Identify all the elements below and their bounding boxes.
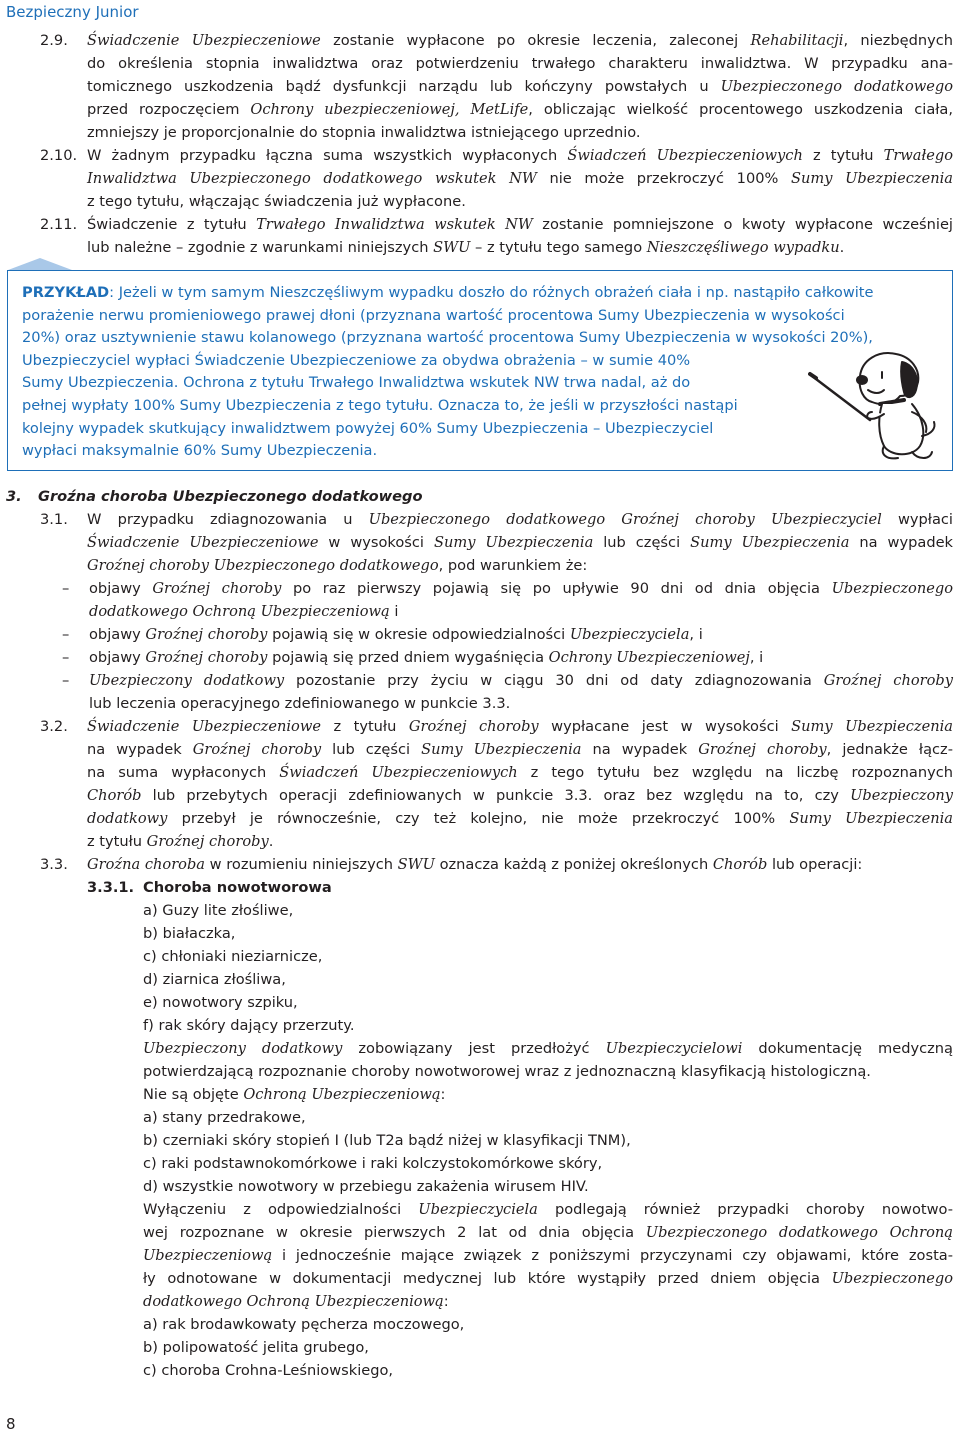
paragraph-2-10-line — [87, 168, 953, 191]
italic-term: Ochroną Ubezpieczeniową — [243, 1086, 441, 1103]
text-run: na suma wypłaconych — [87, 764, 280, 781]
italic-term: Ubezpieczycielowi — [605, 1040, 743, 1057]
text-run: , pod warunkiem że: — [438, 557, 588, 574]
text-run: pojawią się przed dniem wygaśnięcia — [267, 649, 549, 666]
exclusion-paragraph-line — [143, 1291, 449, 1314]
text-run: objawy — [89, 580, 153, 597]
bullet-line — [89, 670, 953, 693]
italic-term: Sumy Ubezpieczenia — [791, 718, 953, 735]
italic-term: Groźnej choroby — [146, 833, 269, 850]
italic-term: Ubezpieczony dodatkowy — [89, 672, 285, 689]
text-run: Świadczenie z tytułu — [87, 216, 257, 233]
italic-term: Ubezpieczonego dodatkowego Groźnej choroby Ubezpieczyciel — [368, 511, 882, 528]
text-run: z tego tytułu, włączając świadczenia już wypłacone. — [87, 193, 466, 210]
text-run: pojawią się w okresie odpowiedzialności — [267, 626, 570, 643]
italic-term: Groźnej choroby — [145, 626, 268, 643]
text-run: do określenia stopnia inwalidztwa oraz potwierdzeniu trwałego charakteru inwalidztwa. W przypadku ana- — [87, 55, 953, 72]
italic-term: dodatkowego Ochroną Ubezpieczeniową — [89, 603, 390, 620]
italic-term: Ochrony ubezpieczeniowej, MetLife — [250, 101, 529, 118]
paragraph-2-10-line — [87, 145, 953, 168]
paragraph-3-1-line — [87, 509, 953, 532]
text-run: , i — [749, 649, 764, 666]
paragraph-3-2-line — [87, 785, 953, 808]
italic-term: Groźnej choroby Ubezpieczonego dodatkowego — [87, 557, 439, 574]
snoopy-illustration — [808, 342, 944, 466]
italic-term: Świadczenie Ubezpieczeniowe — [87, 534, 319, 551]
text-run: lub leczenia operacyjnego zdefiniowanego w punkcie 3.3. — [89, 695, 511, 712]
bullet-line — [89, 693, 510, 716]
cancer-documentation-line — [143, 1061, 871, 1084]
text-run: pozostanie przy życiu w ciągu 30 dni od daty zdiagnozowania — [284, 672, 824, 689]
list-item: d) ziarnica złośliwa, — [143, 971, 286, 988]
text-run: zostanie wypłacone po okresie leczenia, zaleconej — [320, 32, 751, 49]
text-run: i jednocześnie mające związek z poniższymi przyczynami czy objawami, które zosta- — [272, 1247, 953, 1264]
italic-term: Sumy Ubezpieczenia — [690, 534, 850, 551]
italic-term: Sumy Ubezpieczenia — [421, 741, 582, 758]
text-run: przed rozpoczęciem — [87, 101, 251, 118]
italic-term: Ubezpieczeniową — [143, 1247, 273, 1264]
paragraph-2-9-line — [87, 53, 953, 76]
page-number: 8 — [6, 1415, 16, 1433]
italic-term: Groźnej choroby — [823, 672, 953, 689]
list-item: c) chłoniaki nieziarnicze, — [143, 948, 323, 965]
text-run: z tego tytułu bez względu na liczbę rozpoznanych — [517, 764, 953, 781]
document-header-brand: Bezpieczny Junior — [6, 3, 139, 21]
bullet-dash: – — [62, 672, 70, 689]
italic-term: Ubezpieczonego dodatkowego — [720, 78, 953, 95]
example-line: porażenie nerwu promieniowego prawej dłoni (przyznana wartość procentowa Sumy Ubezpieczenia w wysokości — [22, 306, 845, 324]
bullet-line — [89, 624, 703, 647]
italic-term: Świadczeń Ubezpieczeniowych — [279, 764, 518, 781]
example-box-tab — [8, 258, 72, 270]
list-item: a) Guzy lite złośliwe, — [143, 902, 294, 919]
italic-term: Ubezpieczonego — [831, 580, 953, 597]
paragraph-2-9-line — [87, 99, 953, 122]
text-run: w wysokości — [318, 534, 434, 551]
text-run: dokumentację medyczną — [742, 1040, 954, 1057]
text-run: lub przebytych operacji zdefiniowanych w punkcie 3.3. oraz bez względu na to, czy — [141, 787, 851, 804]
exclusion-item: b) czerniaki skóry stopień I (lub T2a bądź niżej w klasyfikacji TNM), — [143, 1132, 631, 1149]
exclusion-paragraph-line — [143, 1199, 953, 1222]
text-run: Nie są objęte — [143, 1086, 244, 1103]
italic-term: Ubezpieczony — [850, 787, 953, 804]
exclusion-item: d) wszystkie nowotwory w przebiegu zakażenia wirusem HIV. — [143, 1178, 589, 1195]
italic-term: SWU — [433, 239, 471, 256]
text-run: zobowiązany jest przedłożyć — [342, 1040, 606, 1057]
example-line: Ubezpieczyciel wypłaci Świadczenie Ubezpieczeniowe za obydwa obrażenia – w sumie 40% — [22, 351, 691, 369]
text-run: ły odnotowane w dokumentacji medycznej lub które wystąpiły przed dniem objęcia — [143, 1270, 832, 1287]
paragraph-3-2-line — [87, 808, 953, 831]
bullet-dash: – — [62, 626, 70, 643]
exclusion-item: a) rak brodawkowaty pęcherza moczowego, — [143, 1316, 465, 1333]
text-run: . — [839, 239, 845, 256]
text-run: , i — [689, 626, 703, 643]
text-run: potwierdzającą rozpoznanie choroby nowotworowej wraz z jednoznaczną klasyfikacją histologiczną. — [143, 1063, 871, 1080]
text-run: przebył je równocześnie, czy też kolejno, nie może przekroczyć 100% — [167, 810, 790, 827]
text-run: wypłaci — [881, 511, 953, 528]
text-run: podlegają również przypadki choroby nowotwo- — [537, 1201, 953, 1218]
text-run: lub należne – zgodnie z warunkami niniejszych — [87, 239, 434, 256]
cancer-documentation-line — [143, 1038, 953, 1061]
text-run: wej rozpoznane w okresie pierwszych 2 lat od dnia objęcia — [143, 1224, 646, 1241]
example-line: 20%) oraz usztywnienie stawu kolanowego (przyznana wartość procentowa Sumy Ubezpieczenia w wysokości 20%), — [22, 329, 873, 347]
italic-term: Groźna choroba — [87, 856, 206, 873]
italic-term: Nieszczęśliwego wypadku — [646, 239, 840, 256]
italic-term: Ubezpieczonego dodatkowego Ochroną — [645, 1224, 953, 1241]
italic-term: Świadczenie Ubezpieczeniowe — [87, 718, 321, 735]
text-run: tomicznego uszkodzenia bądź dysfunkcji narządu lub kończyny powstałych u — [87, 78, 721, 95]
bullet-line — [89, 578, 953, 601]
text-run: . — [268, 833, 274, 850]
text-run: objawy — [89, 649, 146, 666]
exclusion-item: c) raki podstawnokomórkowe i raki kolczystokomórkowe skóry, — [143, 1155, 603, 1172]
paragraph-3-1-number: 3.1. — [40, 511, 68, 528]
exclusion-paragraph-line — [143, 1245, 953, 1268]
paragraph-2-11-number: 2.11. — [40, 216, 78, 233]
text-run: po raz pierwszy pojawią się po upływie 90 dni od dnia objęcia — [281, 580, 832, 597]
paragraph-3-2-number: 3.2. — [40, 718, 68, 735]
italic-term: Groźnej choroby — [145, 649, 268, 666]
italic-term: Chorób — [87, 787, 142, 804]
text-run: i — [389, 603, 399, 620]
exclusion-item: a) stany przedrakowe, — [143, 1109, 306, 1126]
list-item: f) rak skóry dający przerzuty. — [143, 1017, 355, 1034]
example-line: pełnej wypłaty 100% Sumy Ubezpieczenia z tego tytułu. Oznacza to, że jeśli w przyszłości nastąpi — [22, 396, 738, 414]
example-line: wypłaci maksymalnie 60% Sumy Ubezpieczenia. — [22, 442, 378, 460]
italic-term: Ochrony Ubezpieczeniowej — [548, 649, 750, 666]
example-line: Sumy Ubezpieczenia. Ochrona z tytułu Trwałego Inwalidztwa wskutek NW trwa nadal, aż do — [22, 374, 691, 392]
text-run: : — [440, 1086, 446, 1103]
exclusion-paragraph-line — [143, 1222, 953, 1245]
text-run: W żadnym przypadku łączna suma wszystkich wypłaconych — [87, 147, 568, 164]
text-run: objawy — [89, 626, 146, 643]
text-run: lub operacji: — [767, 856, 863, 873]
subsection-3-3-1-number: 3.3.1. — [87, 879, 135, 896]
text-run: : — [443, 1293, 449, 1310]
paragraph-3-1-line — [87, 555, 587, 578]
italic-term: Ubezpieczonego — [831, 1270, 953, 1287]
italic-term: SWU — [397, 856, 435, 873]
bullet-dash: – — [62, 649, 70, 666]
paragraph-2-11-line — [87, 237, 844, 260]
paragraph-3-2-line — [87, 739, 953, 762]
text-run: z tytułu — [87, 833, 147, 850]
bullet-line — [89, 647, 763, 670]
exclusion-item: c) choroba Crohna-Leśniowskiego, — [143, 1362, 394, 1379]
text-run: W przypadku zdiagnozowania u — [87, 511, 369, 528]
italic-term: Trwałego Inwalidztwa wskutek NW — [256, 216, 533, 233]
list-item: e) nowotwory szpiku, — [143, 994, 298, 1011]
text-run: lub części — [321, 741, 422, 758]
example-line-text: : Jeżeli w tym samym Nieszczęśliwym wypadku doszło do różnych obrażeń ciała i np. nastąpiło całkowite — [109, 284, 874, 301]
exclusion-item: b) polipowatość jelita grubego, — [143, 1339, 369, 1356]
text-run: na wypadek — [849, 534, 954, 551]
italic-term: Sumy Ubezpieczenia — [433, 534, 594, 551]
example-line — [22, 282, 874, 305]
text-run: z tytułu — [320, 718, 409, 735]
paragraph-2-11-line — [87, 214, 953, 237]
paragraph-3-2-line — [87, 831, 273, 854]
paragraph-2-9-line — [87, 76, 953, 99]
bullet-dash: – — [62, 580, 70, 597]
text-run: zmniejszy je proporcjonalnie do stopnia inwalidztwa istniejącego uprzednio. — [87, 124, 641, 141]
bullet-line — [89, 601, 398, 624]
italic-term: Groźnej choroby — [698, 741, 827, 758]
paragraph-2-9-line — [87, 30, 953, 53]
italic-term: Sumy Ubezpieczenia — [789, 810, 953, 827]
italic-term: Groźnej choroby — [152, 580, 282, 597]
italic-term: Ubezpieczyciela — [418, 1201, 538, 1218]
italic-term: Rehabilitacji — [750, 32, 844, 49]
paragraph-3-3-line — [87, 854, 862, 877]
text-run: Wyłączeniu z odpowiedzialności — [143, 1201, 419, 1218]
text-run: nie może przekroczyć 100% — [536, 170, 792, 187]
paragraph-3-3-number: 3.3. — [40, 856, 68, 873]
italic-term: Trwałego — [883, 147, 953, 164]
text-run: z tytułu — [802, 147, 884, 164]
italic-term: dodatkowy — [87, 810, 168, 827]
paragraph-3-2-line — [87, 716, 953, 739]
section-3-number: 3. — [6, 488, 22, 505]
italic-term: Sumy Ubezpieczenia — [791, 170, 953, 187]
paragraph-2-9-number: 2.9. — [40, 32, 68, 49]
paragraph-3-1-line — [87, 532, 953, 555]
subsection-3-3-1-title: Choroba nowotworowa — [143, 879, 332, 896]
section-3-title: Groźna choroba Ubezpieczonego dodatkowego — [38, 488, 423, 505]
italic-term: Inwalidztwa Ubezpieczonego dodatkowego wskutek NW — [87, 170, 537, 187]
italic-term: Świadczenie Ubezpieczeniowe — [87, 32, 321, 49]
example-label: PRZYKŁAD — [22, 284, 110, 301]
italic-term: Chorób — [712, 856, 768, 873]
italic-term: Groźnej choroby — [192, 741, 322, 758]
text-run: lub części — [593, 534, 691, 551]
italic-term: Ubezpieczyciela — [569, 626, 690, 643]
example-text — [22, 282, 874, 463]
text-run: w rozumieniu niniejszych — [205, 856, 398, 873]
list-item: b) białaczka, — [143, 925, 236, 942]
text-run: , obliczając wielkość procentowego uszkodzenia ciała, — [528, 101, 954, 118]
exclusions-heading — [143, 1084, 445, 1107]
text-run: wypłacane jest w wysokości — [538, 718, 792, 735]
text-run: – z tytułu tego samego — [470, 239, 647, 256]
text-run: na wypadek — [581, 741, 699, 758]
text-run: na wypadek — [87, 741, 193, 758]
paragraph-2-10-line — [87, 191, 466, 214]
text-run: zostanie pomniejszone o kwoty wypłacone wcześniej — [532, 216, 953, 233]
text-run: , niezbędnych — [843, 32, 953, 49]
paragraph-2-9-line — [87, 122, 641, 145]
paragraph-2-10-number: 2.10. — [40, 147, 78, 164]
example-line: kolejny wypadek skutkujący inwalidztwem powyżej 60% Sumy Ubezpieczenia – Ubezpieczyciel — [22, 419, 714, 437]
text-run: , jednakże łącz- — [826, 741, 953, 758]
italic-term: Świadczeń Ubezpieczeniowych — [567, 147, 803, 164]
exclusion-paragraph-line — [143, 1268, 953, 1291]
italic-term: dodatkowego Ochroną Ubezpieczeniową — [143, 1293, 444, 1310]
text-run: oznacza każdą z poniżej określonych — [434, 856, 713, 873]
italic-term: Groźnej choroby — [408, 718, 539, 735]
paragraph-3-2-line — [87, 762, 953, 785]
italic-term: Ubezpieczony dodatkowy — [143, 1040, 343, 1057]
